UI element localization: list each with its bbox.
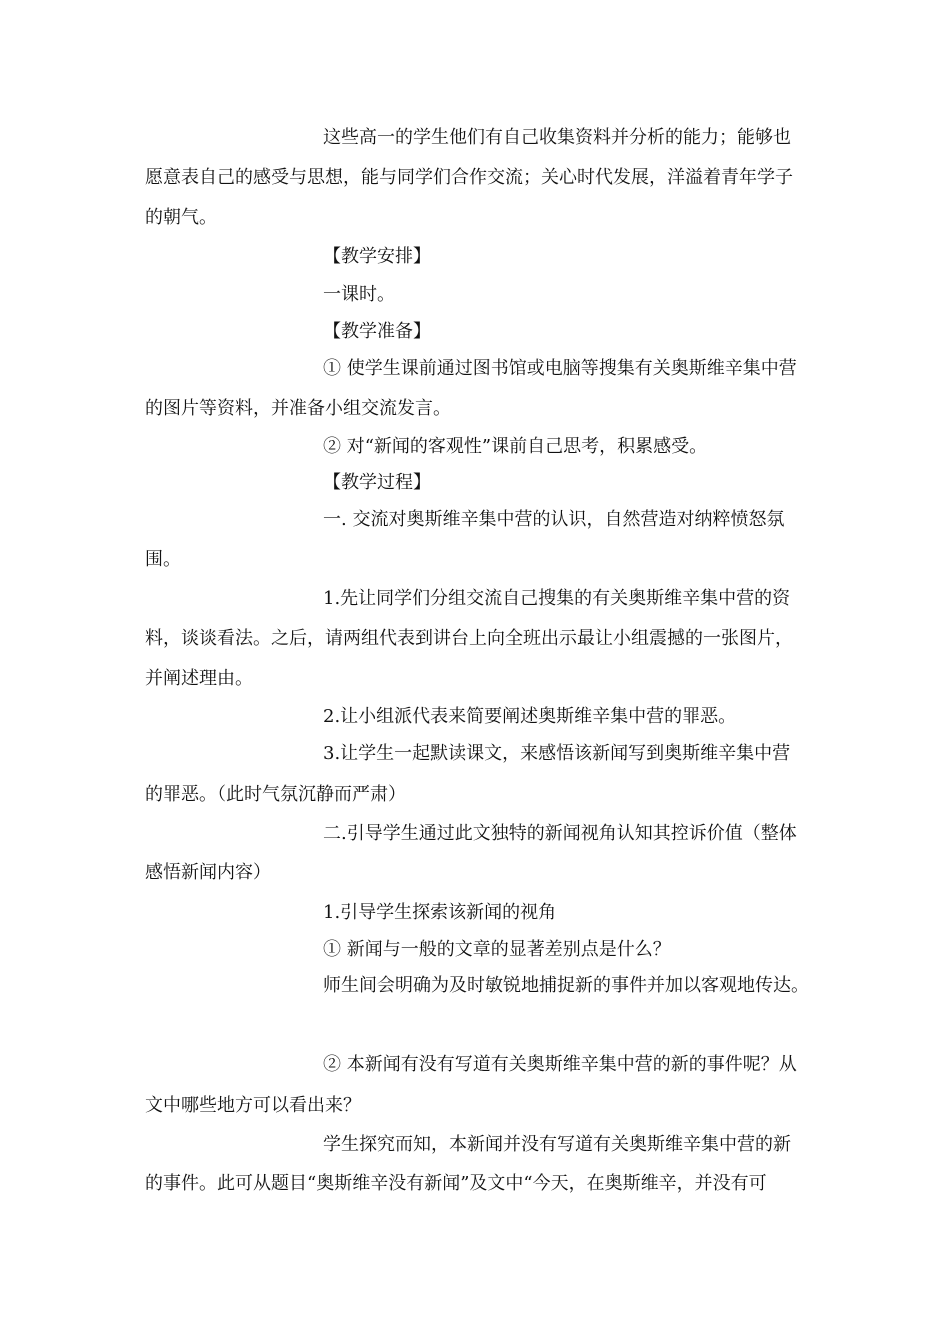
paragraph-line: ① 使学生课前通过图书馆或电脑等搜集有关奥斯维辛集中营 <box>323 358 797 379</box>
paragraph-line: 的罪恶。（此时气氛沉静而严肃） <box>145 784 406 805</box>
paragraph-line: 1.先让同学们分组交流自己搜集的有关奥斯维辛集中营的资 <box>323 588 791 609</box>
paragraph-line: 一. 交流对奥斯维辛集中营的认识，自然营造对纳粹愤怒氛 <box>323 509 785 530</box>
paragraph-line: 1.引导学生探索该新闻的视角 <box>323 902 557 923</box>
paragraph-line: 师生间会明确为及时敏锐地捕捉新的事件并加以客观地传达。 <box>323 975 809 996</box>
paragraph-line: 这些高一的学生他们有自己收集资料并分析的能力；能够也 <box>323 127 791 148</box>
paragraph-line: 2.让小组派代表来简要阐述奥斯维辛集中营的罪恶。 <box>323 706 737 727</box>
paragraph-line: 围。 <box>145 549 181 570</box>
section-heading: 【教学过程】 <box>323 472 431 493</box>
paragraph-line: 二.引导学生通过此文独特的新闻视角认知其控诉价值（整体 <box>323 823 797 844</box>
section-heading: 【教学准备】 <box>323 321 431 342</box>
paragraph-line: 感悟新闻内容） <box>145 862 271 883</box>
paragraph-line: 的图片等资料，并准备小组交流发言。 <box>145 398 451 419</box>
paragraph-line: 料，谈谈看法。之后，请两组代表到讲台上向全班出示最让小组震撼的一张图片， <box>145 628 793 649</box>
paragraph-line: ② 对“新闻的客观性”课前自己思考，积累感受。 <box>323 436 708 457</box>
paragraph-line: 学生探究而知，本新闻并没有写道有关奥斯维辛集中营的新 <box>323 1134 791 1155</box>
paragraph-line: 文中哪些地方可以看出来？ <box>145 1095 361 1116</box>
paragraph-line: 的朝气。 <box>145 207 217 228</box>
paragraph-line: 3.让学生一起默读课文，来感悟该新闻写到奥斯维辛集中营 <box>323 743 791 764</box>
paragraph-line: ② 本新闻有没有写道有关奥斯维辛集中营的新的事件呢？从 <box>323 1054 797 1075</box>
paragraph-line: ① 新闻与一般的文章的显著差别点是什么？ <box>323 939 671 960</box>
paragraph-line: 的事件。此可从题目“奥斯维辛没有新闻”及文中“今天，在奥斯维辛，并没有可 <box>145 1173 767 1194</box>
paragraph-line: 一课时。 <box>323 284 395 305</box>
paragraph-line: 愿意表自己的感受与思想，能与同学们合作交流；关心时代发展，洋溢着青年学子 <box>145 167 793 188</box>
paragraph-line: 并阐述理由。 <box>145 668 253 689</box>
section-heading: 【教学安排】 <box>323 246 431 267</box>
